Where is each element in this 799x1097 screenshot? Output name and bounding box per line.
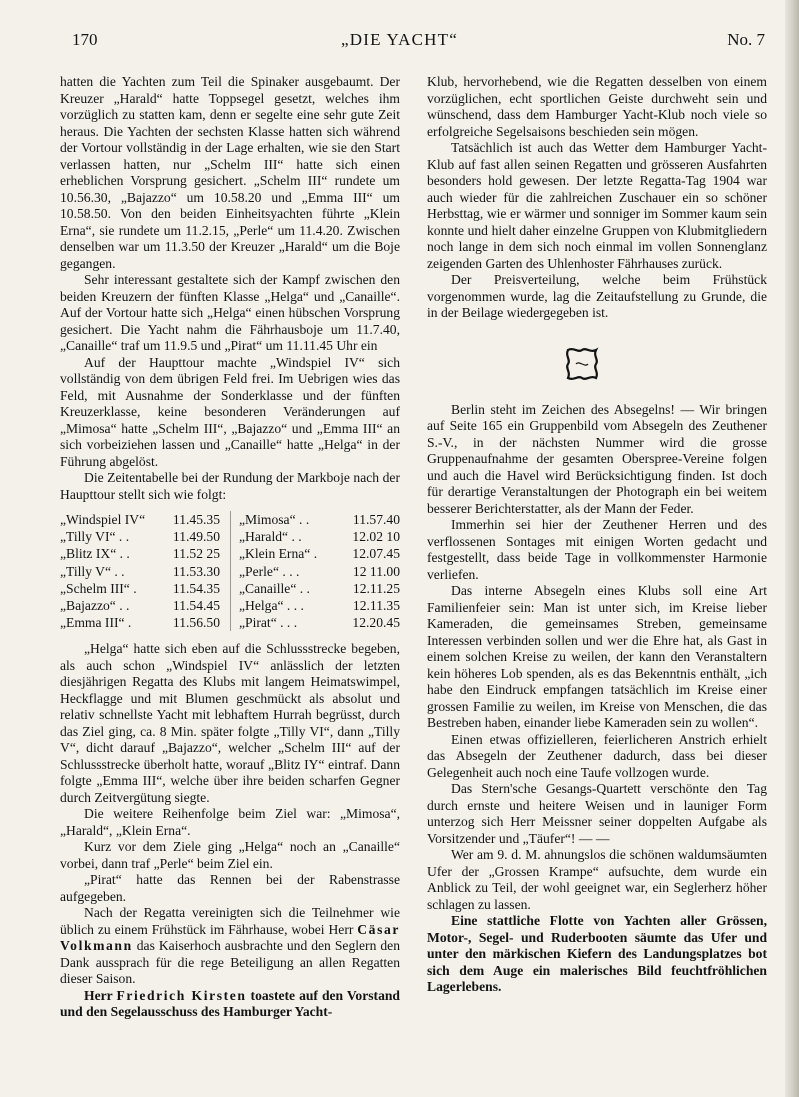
running-title: „DIE YACHT“ bbox=[341, 30, 458, 49]
paragraph: Der Preisverteilung, welche beim Frühstück vorgenommen wurde, lag die Zeitaufstellung zu Grunde, die in der Beilage wiedergegeben ist. bbox=[427, 272, 767, 320]
paragraph: Sehr interessant gestaltete sich der Kampf zwischen den beiden Kreuzern der fünften Klasse „Helga“ und „Canaille“. Auf der Vortour hatte sich „Helga“ einen hübschen Vorsprung gesichert. Die Yacht nahm die Fährhausboje um 11.7.40, „Canaille“ traf um 11.9.5 und „Pirat“ um 11.11.45 Uhr ein bbox=[60, 272, 400, 353]
paragraph: Eine stattliche Flotte von Yachten aller Grössen, Motor-, Segel- und Ruderbooten säumte das Ufer und unter den märkischen Kiefern des Landungsplatzes bot sich dem Auge ein malerisches Bild feuchtfröhlichen Lagerlebens. bbox=[427, 913, 767, 994]
paragraph: „Pirat“ hatte das Rennen bei der Rabenstrasse aufgegeben. bbox=[60, 872, 400, 904]
rounding-time: 12 11.00 bbox=[352, 563, 400, 579]
rounding-time: 12.07.45 bbox=[352, 546, 400, 562]
ornament-icon bbox=[562, 344, 602, 384]
table-row bbox=[60, 563, 400, 580]
page-header bbox=[0, 30, 799, 54]
paragraph: Berlin steht im Zeichen des Absegelns! — Wir bringen auf Seite 165 ein Gruppenbild vom Absegeln des Zeuthener S.-V., in der nächsten Nummer wird die grosse Gruppenaufnahme der gesamten Oberspree-Vereine folgen und auch die Havel wird Berücksichtigung finden. Ist doch für derartige Veranstaltungen der Photograph ein bei weitem besserer Berichterstatter, als der Mann der Feder. bbox=[427, 401, 767, 516]
rounding-time: 11.57.40 bbox=[352, 512, 400, 527]
text-run: Nach der Regatta vereinigten sich die Teilnehmer wie üblich zu einem Frühstück im Fährhause, wobei Herr bbox=[60, 905, 400, 937]
yacht-name: „Klein Erna“ . bbox=[231, 545, 340, 562]
rounding-time: 12.20.45 bbox=[352, 615, 400, 631]
paragraph: Die Zeitentabelle bei der Rundung der Markboje nach der Haupttour stellt sich wie folgt: bbox=[60, 470, 400, 502]
table-row bbox=[60, 614, 400, 631]
page-edge-shadow bbox=[785, 0, 799, 1097]
rounding-time: 12.11.25 bbox=[352, 580, 400, 596]
issue-number: No. 7 bbox=[727, 30, 765, 49]
yacht-name: „Windspiel IV“ bbox=[60, 512, 146, 527]
table-row bbox=[60, 597, 400, 614]
yacht-name: „Tilly V“ . . bbox=[60, 563, 125, 579]
yacht-name: „Tilly VI“ . . bbox=[60, 529, 130, 545]
rounding-time: 12.11.35 bbox=[352, 598, 400, 614]
rounding-times-table bbox=[60, 511, 400, 631]
rounding-time: 11.56.50 bbox=[172, 615, 220, 631]
yacht-name: „Blitz IX“ . . bbox=[60, 546, 130, 562]
paragraph: Tatsächlich ist auch das Wetter dem Hamburger Yacht-Klub auf fast allen seinen Regatten und grösseren Ausfahrten besonders hold gewesen. Der letzte Regatta-Tag 1904 war auch wieder für die zahlreichen Zuschauer ein so schöner Herbsttag, wie er wärmer und sonniger im Sommer kaum sein konnte und hielt daher einzelne Gruppen von Klubmitgliedern noch lange in dem sich noch einmal im vollen Sonnenglanz zeigenden Garten des Uhlenhoster Fährhauses zurück. bbox=[427, 140, 767, 271]
yacht-name: „Perle“ . . . bbox=[231, 563, 340, 580]
paragraph bbox=[60, 905, 400, 988]
paragraph: „Helga“ hatte sich eben auf die Schlussstrecke begeben, als auch schon „Windspiel IV“ anlässlich der letzten diesjährigen Regatta des Klubs mit langem Heimatswimpel, Heckflagge und mit Blumen geschmückt als absolut und relativ schnellste Yacht mit lebhaftem Hurrah begrüsst, durch das Ziel ging, ca. 8 Min. später folgte „Tilly VI“, dann „Tilly V“, dicht darauf „Bajazzo“, welcher „Schelm III“ auf der Schlussstrecke überholt hatte, worauf „Blitz IY“ eintraf. Dann folgte „Emma III“, welche über ihre beiden scharfen Gegner durch Zeitvergütung siegte. bbox=[60, 641, 400, 805]
rounding-time: 11.54.35 bbox=[172, 580, 220, 596]
table-row bbox=[60, 528, 400, 545]
paragraph: Die weitere Reihenfolge beim Ziel war: „Mimosa“, „Harald“, „Klein Erna“. bbox=[60, 806, 400, 838]
paragraph: Klub, hervorhebend, wie die Regatten desselben von einem vorzüglichen, echt sportlichen Geiste durchweht sein und wünschend, dass dem Hamburger Yacht-Klub noch viele so erfolgreiche Segelsaisons beschieden sein mögen. bbox=[427, 74, 767, 139]
paragraph: Einen etwas offizielleren, feierlicheren Anstrich erhielt das Absegeln der Zeuthener dadurch, dass bei dieser Gelegenheit auch noch eine Taufe vollzogen wurde. bbox=[427, 731, 767, 780]
person-name: Cäsar Volkmann bbox=[60, 921, 400, 954]
rounding-time: 12.02 10 bbox=[352, 529, 400, 545]
rounding-time: 11.53.30 bbox=[172, 563, 220, 579]
paragraph: Wer am 9. d. M. ahnungslos die schönen waldumsäumten Ufer der „Grossen Krampe“ aufsuchte, dem wurde ein Anblick zu Teil, der wohl geeignet war, ein Seglerherz höher schlagen zu lassen. bbox=[427, 847, 767, 912]
paragraph bbox=[60, 988, 400, 1021]
yacht-name: „Mimosa“ . . bbox=[231, 511, 340, 528]
yacht-name: „Schelm III“ . bbox=[60, 580, 137, 596]
section-divider bbox=[427, 322, 767, 402]
yacht-name: „Helga“ . . . bbox=[231, 597, 340, 614]
table-row bbox=[60, 511, 400, 528]
yacht-name: „Bajazzo“ . . bbox=[60, 598, 130, 614]
paragraph: Auf der Haupttour machte „Windspiel IV“ sich vollständig von dem übrigen Feld frei. Im Uebrigen wies das Feld, mit Ausnahme der Sonderklasse und der fünften Kreuzerklasse, keine besonderen Veränderungen auf „Mimosa“ hatte „Schelm III“, „Bajazzo“ und „Emma III“ an sich vorbeiziehen lassen und „Canaille“ hatte „Helga“ in der Führung abgelöst. bbox=[60, 354, 400, 469]
left-column bbox=[60, 74, 400, 1021]
table-row bbox=[60, 580, 400, 597]
yacht-name: „Harald“ . . bbox=[231, 528, 340, 545]
rounding-time: 11.49.50 bbox=[172, 529, 220, 545]
right-column bbox=[427, 74, 767, 996]
text-run: toastete auf den Vorstand und den Segelausschuss des Hamburger Yacht- bbox=[60, 987, 400, 1020]
rounding-time: 11.54.45 bbox=[172, 598, 220, 614]
yacht-name: „Pirat“ . . . bbox=[231, 614, 340, 631]
paragraph: Das Stern'sche Gesangs-Quartett verschönte den Tag durch ernste und heitere Weisen und in launiger Form unterzog sich Herr Meissner seiner doppelten Aufgabe als Vorsitzender und „Täufer“! — — bbox=[427, 781, 767, 846]
yacht-name: „Emma III“ . bbox=[60, 615, 132, 631]
paragraph: Kurz vor dem Ziele ging „Helga“ noch an „Canaille“ vorbei, dann traf „Perle“ beim Ziel ein. bbox=[60, 839, 400, 871]
yacht-name: „Canaille“ . . bbox=[231, 580, 340, 597]
paragraph: hatten die Yachten zum Teil die Spinaker ausgebaumt. Der Kreuzer „Harald“ hatte Toppsegel gesetzt, welches ihm vorzüglich zu statten kam, denn er segelte eine sehr gute Zeit heraus. Die Yachten der sechsten Klasse hatten sich während der Vortour vollständig in der Lage erhalten, wie sie den Start verlassen hatten, nur „Schelm III“ hatte sich einen erheblichen Vorsprung gesichert. „Schelm III“ rundete um 10.56.30, „Bajazzo“ um 10.58.20 und „Emma III“ um 10.58.50. Von den beiden Einheitsyachten führte „Klein Erna“, sie rundete um 11.2.15, „Perle“ um 11.4.20. Zwischen denselben war um 11.3.50 der Kreuzer „Harald“ um die Boje gegangen. bbox=[60, 74, 400, 271]
table-row bbox=[60, 545, 400, 562]
paragraph: Immerhin sei hier der Zeuthener Herren und des verflossenen Sontages mit einigen Worten gedacht und festgestellt, dass beide Tage in vollkommenster Harmonie verliefen. bbox=[427, 517, 767, 582]
person-name: Friedrich Kirsten bbox=[116, 987, 247, 1003]
rounding-time: 11.45.35 bbox=[172, 512, 220, 527]
rounding-time: 11.52 25 bbox=[172, 546, 220, 562]
text-run: Herr bbox=[84, 987, 117, 1003]
page-number: 170 bbox=[72, 30, 98, 49]
text-run: das Kaiserhoch ausbrachte und den Seglern den Dank aussprach für die rege Beteiligung an allen Regatten dieser Saison. bbox=[60, 938, 400, 987]
paragraph: Das interne Absegeln eines Klubs soll eine Art Familienfeier sein: Man ist unter sich, im Kreise lieber Kameraden, die gemeinsames Streben, gemeinsame Interessen verbinden sollen und wer die Ehre hat, als Gast in einem solchen Kreise zu weilen, der kann den Veranstaltern kein höheres Lob spenden, als es das Bekenntnis enthält, „ich habe den Eindruck empfangen tatsächlich im Kreise einer grossen Familie zu weilen, im Kreise von Menschen, die das Bestreben haben, einander liebe Kameraden sein zu wollen“. bbox=[427, 583, 767, 730]
